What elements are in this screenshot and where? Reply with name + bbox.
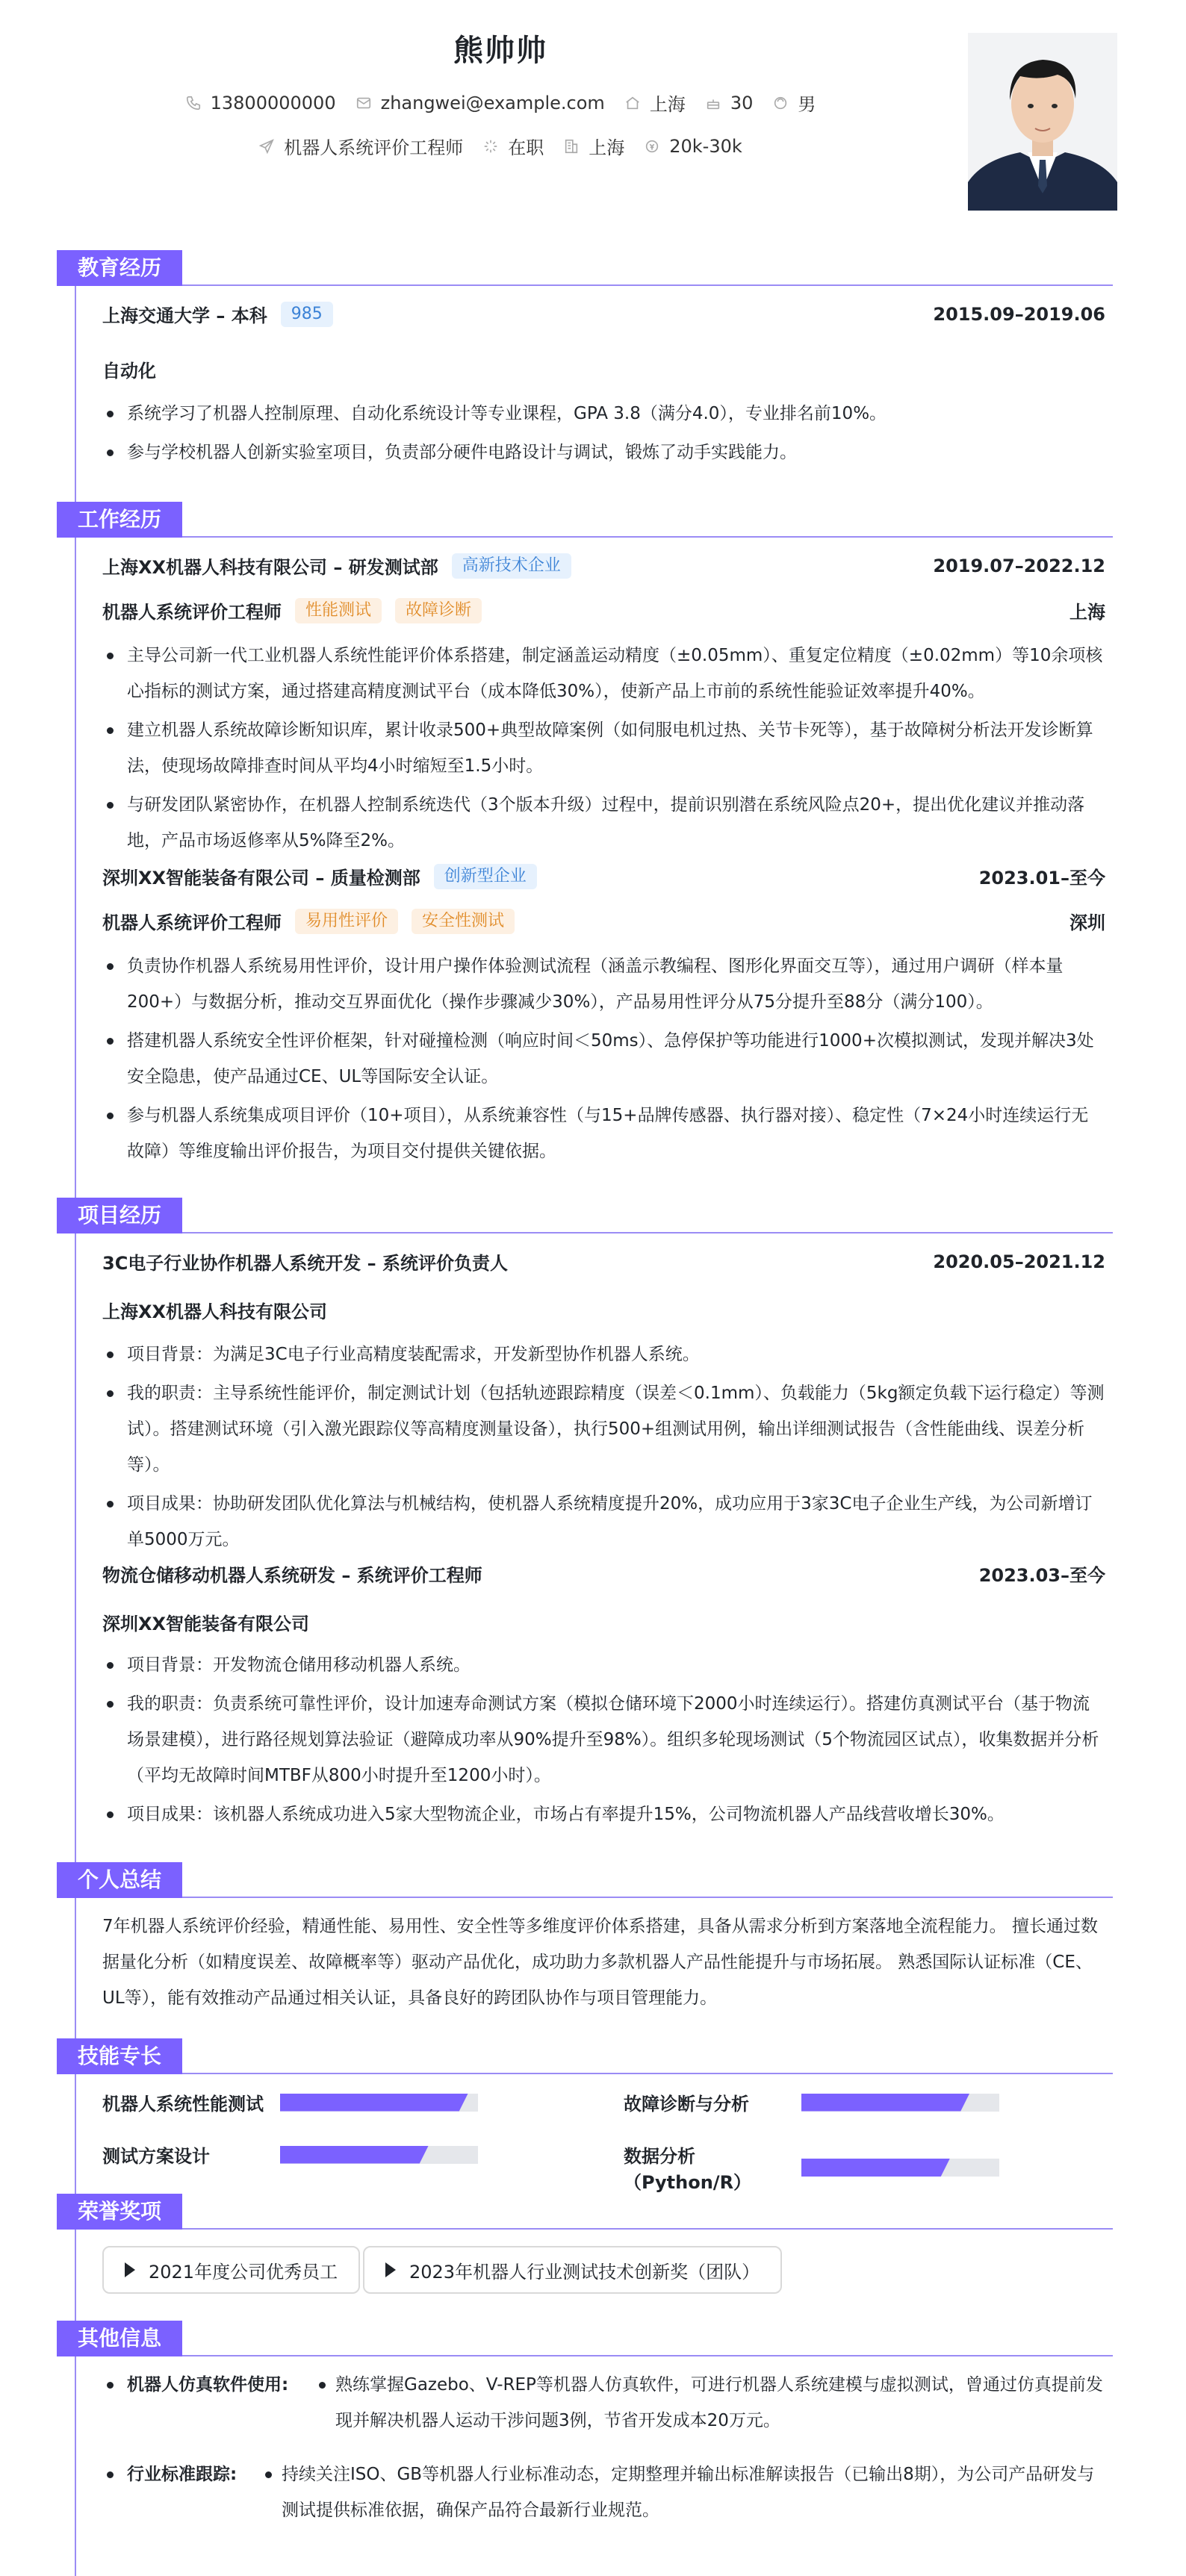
position-text: 机器人系统评价工程师 [284,137,464,158]
city-item [624,90,686,116]
awards-section-title: 荣誉奖项 [57,2194,182,2230]
list-item: 主导公司新一代工业机器人系统性能评价体系搭建，制定涵盖运动精度（±0.05mm）、重复定位精度（±0.02mm）等10余项核心指标的测试方案，通过搭建高精度测试平台（成本降低30%），使新产品上市前的系统性能验证效率提升40%。 [102,638,1105,709]
contact-row [0,90,1001,116]
company-name: 上海XX机器人科技有限公司 – 研发测试部 [102,557,438,578]
summary-section-header [57,1862,1113,1898]
work-location: 深圳 [1069,912,1105,933]
phone-text: 13800000000 [210,92,336,113]
gender-icon [772,95,789,111]
award-chip [102,2246,360,2294]
project-bullets [102,1647,1105,1832]
list-item: 我的职责：负责系统可靠性评价，设计加速寿命测试方案（模拟仓储环境下2000小时连续运行）。搭建仿真测试平台（基于物流场景建模），进行路径规划算法验证（避障成功率从90%提升至98%）。组织多轮现场测试（5个物流园区试点），收集数据并分析（平均无故障时间MTBF从800小时提升至1200小时）。 [102,1686,1105,1793]
phone-item [185,93,336,113]
salary-item [644,136,742,157]
status-item [482,133,544,159]
work-section-header [57,502,1113,538]
skills-section-header [57,2038,1113,2074]
skill-fill [280,2146,429,2164]
bullet-dot [107,2471,114,2478]
skill-bar [801,2159,999,2177]
other-text: 持续关注ISO、GB等机器人行业标准动态，定期整理并输出标准解读报告（已输出8期），为公司产品研发与测试提供标准依据，确保产品符合最新行业规范。 [282,2465,1095,2520]
work-role-row [102,597,1105,623]
other-label: 行业标准跟踪: [127,2465,237,2484]
education-section-header [57,250,1113,286]
send-icon [258,138,275,155]
list-item: 项目成果：该机器人系统成功进入5家大型物流企业，市场占有率提升15%，公司物流机器人产品线营收增长30%。 [102,1796,1105,1832]
project-bullets [102,1337,1105,1558]
education-bullets [102,396,1105,470]
gender-text: 男 [798,94,816,115]
coin-icon [644,138,660,155]
education-period: 2015.09–2019.06 [933,303,1105,325]
gender-item [772,90,816,116]
project-period: 2023.03–至今 [978,1565,1105,1586]
bullet-dot [265,2471,272,2478]
skill-item [102,2089,478,2115]
role-tag: 安全性测试 [412,909,515,934]
role-tag: 性能测试 [295,598,382,623]
project-title: 物流仓储移动机器人系统研发 – 系统评价工程师 [102,1565,482,1586]
skill-bar [280,2094,478,2112]
list-item: 参与机器人系统集成项目评价（10+项目），从系统兼容性（与15+品牌传感器、执行器对接）、稳定性（7×24小时连续运行无故障）等维度输出评价报告，为项目交付提供关键依据。 [102,1098,1105,1169]
awards-section-header [57,2194,1113,2230]
age-item [705,93,754,113]
other-item [102,2457,1105,2528]
list-item: 参与学校机器人创新实验室项目，负责部分硬件电路设计与调试，锻炼了动手实践能力。 [102,435,1105,470]
target-city-item [563,133,624,159]
profile-photo [968,33,1117,211]
work-company-row [102,863,1105,889]
other-label: 机器人仿真软件使用: [127,2375,289,2395]
school-name: 上海交通大学 – 本科 [102,305,267,326]
phone-icon [185,95,202,111]
age-text: 30 [730,92,754,113]
skill-bar [801,2094,999,2112]
target-city-text: 上海 [589,137,625,158]
email-item [356,93,605,113]
skill-name: 数据分析（Python/R） [624,2146,752,2193]
work-role-row [102,908,1105,934]
play-icon [385,2262,396,2277]
skill-bar [280,2146,478,2164]
list-item: 我的职责：主导系统性能评价，制定测试计划（包括轨迹跟踪精度（误差＜0.1mm）、负载能力（5kg额定负载下运行稳定）等测试）。搭建测试环境（引入激光跟踪仪等高精度测量设备），执行500+组测试用例，输出详细测试报告（含性能曲线、误差分析等）。 [102,1375,1105,1483]
other-text: 熟练掌握Gazebo、V-REP等机器人仿真软件，可进行机器人系统建模与虚拟测试，曾通过仿真提前发现并解决机器人运动干涉问题3例，节省开发成本20万元。 [335,2375,1103,2430]
project-company: 深圳XX智能装备有限公司 [102,1614,310,1634]
skill-item [624,2141,999,2194]
project-period: 2020.05–2021.12 [933,1251,1105,1272]
role-title: 机器人系统评价工程师 [102,602,282,623]
position-item [258,133,463,159]
award-label: 2023年机器人行业测试技术创新奖（团队） [409,2261,760,2283]
work-bullets [102,638,1105,859]
work-company-row [102,553,1105,579]
project-company: 上海XX机器人科技有限公司 [102,1301,328,1322]
job-row [0,133,1001,159]
award-chip [363,2246,782,2294]
role-tag: 故障诊断 [395,598,482,623]
work-bullets [102,948,1105,1169]
skill-name: 故障诊断与分析 [624,2094,749,2115]
projects-section-header [57,1198,1113,1233]
home-icon [624,95,641,111]
salary-text: 20k-30k [669,135,742,157]
work-location: 上海 [1069,602,1105,623]
city-text: 上海 [649,94,686,115]
skill-name: 机器人系统性能测试 [102,2094,264,2115]
award-label: 2021年度公司优秀员工 [149,2261,338,2283]
building-icon [563,138,580,155]
bullet-dot [319,2382,326,2389]
cake-icon [705,95,721,111]
project-title: 3C电子行业协作机器人系统开发 – 系统评价负责人 [102,1253,509,1274]
other-section-title: 其他信息 [57,2321,182,2356]
list-item: 搭建机器人系统安全性评价框架，针对碰撞检测（响应时间＜50ms）、急停保护等功能进行1000+次模拟测试，发现并解决3处安全隐患，使产品通过CE、UL等国际安全认证。 [102,1023,1105,1095]
skills-section-title: 技能专长 [57,2038,182,2074]
major: 自动化 [102,361,156,382]
company-name: 深圳XX智能装备有限公司 – 质量检测部 [102,868,420,889]
email-text: zhangwei@example.com [380,92,605,113]
skill-fill [801,2094,969,2112]
project-title-row [102,1248,1105,1275]
skill-name: 测试方案设计 [102,2146,210,2167]
work-period: 2023.01–至今 [978,868,1105,889]
company-badge: 高新技术企业 [452,553,571,579]
list-item: 项目成果：协助研发团队优化算法与机械结构，使机器人系统精度提升20%，成功应用于3家3C电子企业生产线，为公司新增订单5000万元。 [102,1486,1105,1558]
status-text: 在职 [508,137,544,158]
other-section-header [57,2321,1113,2356]
skill-item [102,2141,478,2168]
list-item: 项目背景：为满足3C电子行业高精度装配需求，开发新型协作机器人系统。 [102,1337,1105,1372]
list-item: 项目背景：开发物流仓储用移动机器人系统。 [102,1647,1105,1683]
skill-fill [280,2094,468,2112]
skill-item [624,2089,999,2115]
list-item: 与研发团队紧密协作，在机器人控制系统迭代（3个版本升级）过程中，提前识别潜在系统风险点20+，提出优化建议并推动落地，产品市场返修率从5%降至2%。 [102,787,1105,859]
company-badge: 创新型企业 [434,864,537,889]
loader-icon [482,138,499,155]
mail-icon [356,95,372,111]
summary-section-title: 个人总结 [57,1862,182,1898]
skill-fill [801,2159,950,2177]
other-item [102,2367,1105,2439]
candidate-name: 熊帅帅 [453,34,547,68]
list-item: 建立机器人系统故障诊断知识库，累计收录500+典型故障案例（如伺服电机过热、关节卡死等），基于故障树分析法开发诊断算法，使现场故障排查时间从平均4小时缩短至1.5小时。 [102,712,1105,784]
school-badge: 985 [281,302,333,327]
work-period: 2019.07–2022.12 [933,555,1105,576]
project-title-row [102,1561,1105,1587]
projects-section-title: 项目经历 [57,1198,182,1233]
work-section-title: 工作经历 [57,502,182,538]
list-item: 负责协作机器人系统易用性评价，设计用户操作体验测试流程（涵盖示教编程、图形化界面交互等），通过用户调研（样本量200+）与数据分析，推动交互界面优化（操作步骤减少30%），产品易用性评分从75分提升至88分（满分100）。 [102,948,1105,1020]
play-icon [125,2262,135,2277]
role-tag: 易用性评价 [295,909,398,934]
education-row [102,301,1105,327]
list-item: 系统学习了机器人控制原理、自动化系统设计等专业课程，GPA 3.8（满分4.0），专业排名前10%。 [102,396,1105,432]
role-title: 机器人系统评价工程师 [102,912,282,933]
summary-text: 7年机器人系统评价经验，精通性能、易用性、安全性等多维度评价体系搭建，具备从需求分析到方案落地全流程能力。 擅长通过数据量化分析（如精度误差、故障概率等）驱动产品优化，成功助力多款机器人产品性能提升与市场拓展。 熟悉国际认证标准（CE、UL等），能有效推动产品通过相关认证，具备良好的跨团队协作与项目管理能力。 [102,1917,1098,2008]
education-section-title: 教育经历 [57,250,182,286]
bullet-dot [107,2382,114,2389]
